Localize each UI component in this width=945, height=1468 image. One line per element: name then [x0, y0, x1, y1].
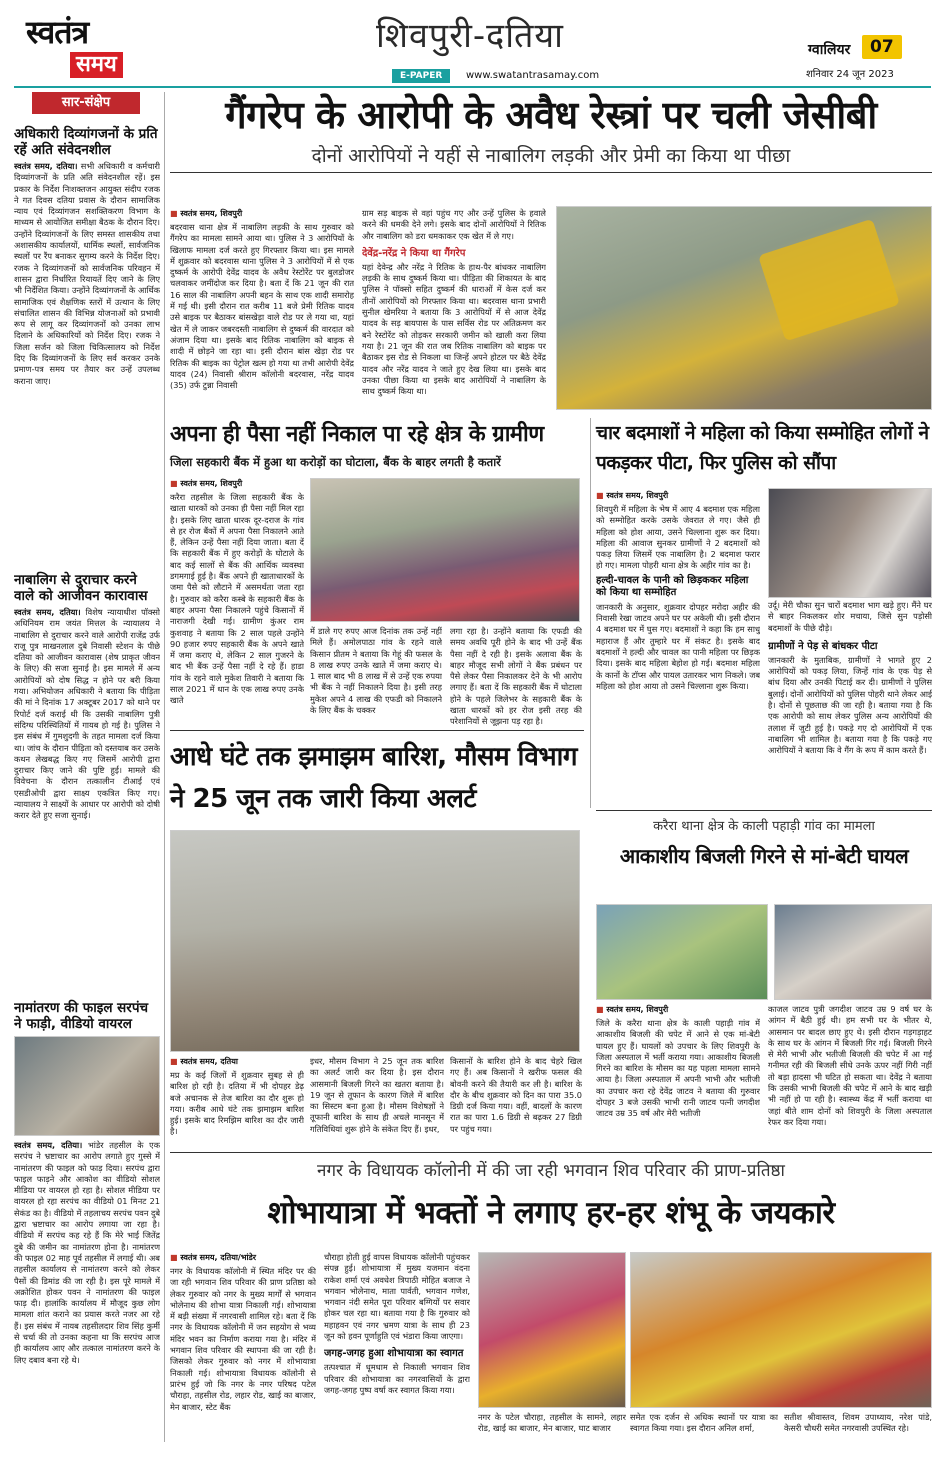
weather-rule: [170, 730, 584, 731]
city-label: ग्वालियर: [808, 42, 851, 58]
lead-col-1: [170, 208, 354, 406]
sidebar-item: [14, 566, 160, 1022]
sidebar: [14, 92, 160, 1442]
lead-rule: [170, 172, 932, 173]
lead-byline: ■ स्वतंत्र समय, शिवपुरी: [170, 208, 354, 219]
sidebar-section-title: सार-संक्षेप: [32, 92, 140, 114]
masthead-rule: [14, 86, 931, 88]
weather-byline: ■ स्वतंत्र समय, दतिया: [170, 1056, 304, 1067]
bank-col-2: [310, 626, 442, 726]
procession-photo-caption-1: नगर के पटेल चौराहा, तहसील के सामने, लहार रोड, खाई का बाजार, मेन बाजार, घाट बाजार: [478, 1412, 626, 1434]
sidebar-divider: [164, 92, 165, 1442]
epaper-label: E-PAPER: [392, 69, 450, 83]
lead-story: [170, 92, 932, 410]
procession-col-2: [324, 1252, 470, 1442]
website-link[interactable]: www.swatantrasamay.com: [466, 70, 600, 81]
procession-rule: [170, 1152, 932, 1153]
lead-subhead: देवेंद्र-नरेंद्र ने किया था गैंगरेप: [362, 247, 466, 259]
procession-story: [170, 1152, 932, 1442]
sidebar-item-byline: स्वतंत्र समय, दतिया।: [14, 161, 78, 171]
bank-divider: [590, 418, 591, 808]
procession-headline: शोभायात्रा में भक्तों ने लगाए हर-हर शंभू के जयकारे: [267, 1195, 835, 1231]
lead-body-2: यहां देवेन्द्र और नरेंद्र ने रितिक के हाथ-पैर बांधकर नाबालिग लड़की के साथ दुष्कर्म किया था। पीड़िता की शिकायत के बाद पुलिस ने पॉक्सो सहित दुष्कर्म की धाराओं में केस दर्ज कर तीनों आरोपियों को गिरफ्तार किया था। बदरवास थाना प्रभारी सुनील खेमरिया ने बताया कि 3 आरोपियों में से आज देवेंद्र यादव के सड़ बायपास के पास सर्विस रोड पर अतिक्रमण कर बने रेस्टोरेंट को तोड़कर सरकारी जमीन को खाली करा लिया गया है। 21 जून की रात जब रितिक नाबालिग को बाइक पर बैठाकर इस रोड से निकला था जिन्हें अपने होटल पर बैठे देवेंद्र यादव और नरेंद्र यादव ने जाते हुए देख लिया था। इसके बाद उनका पीछा किया था इसके बाद आरोपियों ने नाबालिग के साथ दुष्कर्म किया था।: [362, 261, 546, 397]
hypnotize-col-2: [768, 600, 932, 808]
lightning-story: [596, 810, 932, 1150]
hypnotize-body-2: जानकारी के मुताबिक, ग्रामीणों ने भागते हुए 2 आरोपियों को पकड़ लिया, जिन्हें गांव के एक पेड़ से बांध दिया और उनकी पिटाई कर दी। ग्रामीणों ने पुलिस बुलाई। दोनों आरोपियों को पुलिस पोहरी थाने लेकर आई है। दोनों से पूछताछ की जा रही है। बताया गया है कि एक आरोपी को साथ लेकर पुलिस अन्य आरोपियों की तलाश में जुटी हुई है। पकड़े गए दो आरोपियों में एक नाबालिग भी शामिल है। बताया गया है कि पकड़े गए आरोपियों ने बताया कि वे गैंग के रूप में काम करते हैं।: [768, 654, 932, 756]
hypnotize-subhead-2: ग्रामीणों ने पेड़ से बांधकर पीटा: [768, 640, 878, 652]
lead-col-2: [362, 208, 546, 406]
jcb-arm-shape: [758, 219, 900, 342]
lightning-headline: आकाशीय बिजली गिरने से मां-बेटी घायल: [619, 844, 909, 868]
procession-photo-2: [630, 1252, 932, 1408]
weather-story: [170, 730, 584, 1150]
sidebar-item-body: भांडेर तहसील के एक सरपंच ने भ्रष्टाचार का आरोप लगाते हुए गुस्से में नामांतरण की फाइल को फाड़ दिया। सरपंच द्वारा फाइल फाड़ने और आकोश का वीडियो सोशल मीडिया पर वायरल हो रहा है। सोशल मीडिया पर वायरल हो रहा सरपंच का वीडियो 01 मिनट 21 सेकंड का है। वीडियो में तहलाचय सरपंच पवन दुबे द्वारा भ्रष्टाचार का आरोप लगाया जा रहा है। वीडियो में सरपंच कह रहे हैं कि मेरे भाई जितेंद्र दुबे की जमीन का नामांतरण होना है। नामांतरण की फाइल 02 माह पूर्व तहसील में लगाई थी। अब तहसील कार्यालय से नामांतरण करने को लेकर पैसों की डिमांड की जा रही है। इस पूरे मामले में अक्रोशित होकर पवन ने नामांतरण की फाइल फाड़ दी। हालांकि कार्यालय में मौजूद कुछ लोग मामला शांत कराने का प्रयास करते नजर आ रहे हैं। इस संबंध में नायब तहसीलदार शिव सिंह कुर्मी से चर्चा की तो उनका कहना था कि सरपंच आज ही कार्यालय आए और तत्काल नामांतरण करने के लिए दबाव बना रहे थे।: [14, 1140, 160, 1365]
bank-col-3: [450, 626, 582, 726]
procession-photo-caption-3: सतीश श्रीवास्तव, शिवम उपाध्याय, नरेश पांडे, केसरी चौधरी समेत नगरवासी उपस्थित रहे।: [784, 1412, 932, 1434]
procession-photo-1: [478, 1252, 626, 1408]
sidebar-item-byline: स्वतंत्र समय, दतिया।: [14, 607, 81, 617]
issue-date: शनिवार 24 जून 2023: [806, 69, 894, 80]
weather-photo: [170, 830, 580, 1052]
procession-body-1: नगर के विधायक कॉलोनी में स्थित मंदिर पर की जा रही भगवान शिव परिवार की प्राण प्रतिष्ठा को लेकर गुरुवार को नगर के मुख्य मार्गों से भगवान भोलेनाथ की शोभा यात्रा निकाली गई। शोभायात्रा में बड़ी संख्या में नगरवासी शामिल रहे। बता दें कि नगर के विधायक कॉलोनी में जन सहयोग से भव्य मंदिर भवन का निर्माण कराया गया है। मंदिर में भगवान शिव परिवार की स्थापना की जा रही है। जिसको लेकर गुरुवार को नगर में शोभायात्रा निकाली गई। शोभायात्रा विधायक कॉलोनी से प्रारंभ हुई जो कि नगर के नगर परिषद पटेल चौराहा, तहसील रोड, लहार रोड, खाई का बाजार, मेन बाजार, स्टेट बैंक: [170, 1266, 316, 1412]
bank-byline: ■ स्वतंत्र समय, शिवपुरी: [170, 478, 304, 489]
lightning-rule: [596, 810, 932, 811]
procession-byline: ■ स्वतंत्र समय, दतिया/भांडेर: [170, 1252, 316, 1263]
sidebar-item-headline: नामांतरण की फाइल सरपंच ने फाड़ी, वीडियो वायरल: [14, 1000, 149, 1032]
hypnotize-body-1a: शिवपुरी में महिला के भेष में आए 4 बदमाश एक महिला को सम्मोहित करके उसके जेवरात ले गए। जैसे ही महिला को होश आया, उसने चिल्लाना शुरू कर दिया। महिला की आवाज सुनकर ग्रामीणों ने 2 बदमाशों को पकड़ लिया जिसमें एक नाबालिग है। 2 बदमाश फरार हो गए। मामला पोहरी थाना क्षेत्र के अहीर गांव का है।: [596, 504, 760, 571]
sidebar-item: [14, 994, 160, 1442]
bank-body-2: में डाले गए रुपए आज दिनांक तक उन्हें नहीं मिले हैं। अमोलपाठा गांव के रहने वाले किसान प्रीतम ने बताया कि गेहूं की फसल के 8 लाख रुपए उनके खाते में जमा कराए थे। 1 साल बाद भी 8 लाख में से उन्हें एक रुपया भी बैंक ने नहीं निकालने दिया है। इसी तरह मुकेश अपने 4 लाख की एफडी को निकालने के लिए बैंक के चक्कर: [310, 626, 442, 716]
weather-body-1: मप्र के कई जिलों में शुक्रवार सुबह से ही बारिश हो रही है। दतिया में भी दोपहर डेढ़ बजे अचानक से तेज बारिश का दौर शुरू हो गया। करीब आधे घंटे तक झमाझम बारिश हुई। इसके बाद रिमझिम बारिश का दौर जारी है।: [170, 1070, 304, 1137]
weather-body-3: किसानों के बारिश होने के बाद चेहरे खिल गए हैं। अब किसानों ने खरीफ फसल की बोवनी करने की तैयारी कर ली है। बारिश के दौर के बीच शुक्रवार को दिन का पारा 35.0 डिग्री दर्ज किया गया। वहीं, बादलों के कारण रात का पारा 1.6 डिग्री से बढ़कर 27 डिग्री पर पहुंच गया।: [450, 1056, 582, 1134]
lead-subheadline: दोनों आरोपियों ने यहीं से नाबालिग लड़की और प्रेमी का किया था पीछा: [311, 145, 791, 167]
edition-title: शिवपुरी-दतिया: [376, 16, 564, 56]
logo: [26, 14, 152, 84]
procession-body-2b: तत्पश्चात में धूमधाम से निकाली भगवान शिव परिवार की शोभायात्रा का नगरवासियों के द्वारा जगह-जगह पुष्प वर्षा कर स्वागत किया गया।: [324, 1362, 470, 1395]
lightning-photo-2: [774, 904, 932, 1000]
bank-col-1: [170, 478, 304, 726]
bank-photo-queue: [310, 478, 580, 622]
lead-body-2-intro: ग्राम सड़ बाइक से वहां पहुंच गए और उन्हें पुलिस के हवाले करने की धमकी देने लगे। इसके बाद दोनों आरोपियों ने रितिक और नाबालिग को डरा धमकाकर एक खेत में ले गए।: [362, 208, 546, 241]
bank-story: [170, 418, 584, 726]
hypnotize-photo: [768, 488, 932, 598]
hypnotize-body-1b: जानकारी के अनुसार, शुक्रवार दोपहर मरोदा अहीर की निवासी रेखा जाटव अपने घर पर अकेली थी। इसी दौरान 4 बदमाश घर में घुस गए। बदमाशों ने कहा कि हम साधु महाराज हैं और तुम्हारे घर में संकट है। इसके बाद बदमाशों ने हल्दी और चावल का पानी महिला पर छिड़क दिया। इसके बाद महिला बेहोश हो गई। बदमाश महिला के कानों के टॉप्स और पायल उतारकर भाग निकले। जब महिला को होश आया तो उसने चिल्लाना शुरू किया।: [596, 601, 760, 691]
hypnotize-story: [596, 418, 932, 808]
bank-body-3: लगा रहा है। उन्होंने बताया कि एफडी की समय अवधि पूरी होने के बाद भी उन्हें बैंक पैसा नहीं दे रही है। इसके अलावा बैंक के बाहर मौजूद सभी लोगों ने बैंक प्रबंधन पर पैसे लेकर पैसा निकालकर देने के भी आरोप लगाए हैं। बता दें कि सहकारी बैंक में घोटाला होने के पहले जिलेभर के सहकारी बैंक के खाता धारकों को हर रोज इसी तरह की परेशानियों से जूझना पड़ रहा है।: [450, 626, 582, 726]
hypnotize-photo-caption: उर्दू। मेरी चौका सुन चारों बदमाश भाग खड़े हुए। मैंने घर से बाहर निकलकर शोर मचाया, जिसे सुन पड़ोसी बदमाशों के पीछे दौड़े।: [768, 600, 932, 633]
hypnotize-col-1: [596, 490, 760, 808]
sidebar-item: [14, 126, 160, 387]
lightning-kicker: करैरा थाना क्षेत्र के काली पहाड़ी गांव का मामला: [653, 819, 875, 834]
bottom-color-bar: [14, 1452, 931, 1458]
logo-bottom: समय: [70, 52, 123, 78]
sidebar-item-headline: नाबालिग से दुराचार करने वाले को आजीवन कारावास: [14, 572, 148, 604]
lead-body-1: बदरवास थाना क्षेत्र में नाबालिग लड़की के साथ गुरुवार को गैंगरेप का मामला सामने आया था। पुलिस ने 3 आरोपियों के खिलाफ मामला दर्ज करते हुए गिरफ्तार किया था। इस मामले में शुक्रवार को बदरवास थाना पुलिस ने 3 आरोपियों में से एक दुष्कर्म के आरोपी देवेंद्र यादव के अवैध रेस्टोरेंट पर बुलडोजर चलवाकर जमींदोज कर दिया है। बता दें कि 21 जून की रात 16 साल की नाबालिग अपनी बहन के साथ एक शादी समारोह में गई थी। इसी दौरान रात करीब 11 बजे प्रेमी रितिक यादव उसे बाइक पर बैठाकर बांसखेड़ा वाले रोड पर ले गया था, यहां खेत में ले जाकर जबरदस्ती नाबालिग से दुष्कर्म की वारदात को अंजाम दिया था। इसके बाद रितिक नाबालिग को बाइक से शादी में छोड़ने जा रहा था। इसी दौरान बांस खेड़ा रोड पर रितिक की बाइक का पेट्रोल खत्म हो गया था तभी आरोपी देवेंद्र यादव (24) निवासी श्रीराम कॉलोनी बदरवास, नरेंद्र यादव (35) उर्फ टुन्ना निवासी: [170, 222, 354, 391]
sidebar-item-body-wrap: [14, 161, 160, 387]
lightning-body-1: जिले के करैरा थाना क्षेत्र के काली पहाड़ी गांव में आकाशीय बिजली की चपेट में आने से एक मां-बेटी घायल हुए हैं। घायलों को उपचार के लिए शिवपुरी के जिला अस्पताल में भर्ती कराया गया। आकाशीय बिजली गिरने का बारिश के मौसम का यह पहला मामला सामने आया है। जिला अस्पताल में अपनी भाभी और भतीजी का उपचार करा रहे देवेंद्र जाटव ने बताया की गुरुवार दोपहर 3 बजे उसकी भाभी रानी जाटव पत्नी जगदीश जाटव उम्र 35 वर्ष और मेरी भतीजी: [596, 1018, 760, 1119]
lightning-body-2: काजल जाटव पुत्री जगदीश जाटव उम्र 9 वर्ष घर के आंगन में बैठी हुई थी। हम सभी घर के भीतर थे, आसमान पर बादल छाए हुए थे। इसी दौरान गड़गड़ाहट के साथ घर के आंगन में बिजली गिर गई। बिजली गिरने से मेरी भाभी और भतीजी बिजली की चपेट में आ गई गनीमत रही की बिजली सीधे उनके ऊपर नहीं गिरी नहीं तो बड़ा हादसा भी घटित हो सकता था। देवेंद्र ने बताया कि उसकी भाभी बिजली की चपेट में आने के बाद खड़ी भी नहीं हो पा रही है। स्वास्थ्य केंद्र में भर्ती कराया था जहां बीते शाम दोनों को शिवपुरी के जिला अस्पताल रेफर कर दिया गया।: [768, 1004, 932, 1127]
sidebar-item-headline: अधिकारी दिव्यांगजनों के प्रति रहें अति संवेदनशील: [14, 126, 158, 158]
lead-photo-jcb: [556, 206, 932, 410]
bank-body-1: करैरा तहसील के जिला सहकारी बैंक के खाता धारकों को उनका ही पैसा नहीं मिल रहा है। इसके लिए खाता धारक दूर-दराज के गांव से हर रोज बैंकों में अपना पैसा निकालने आते हैं, लेकिन उन्हें पैसा नहीं दिया जाता। बता दें कि सहकारी बैंक में हुए करोड़ों के घोटाले के बाद कई सालों से बैंक की आर्थिक व्यवस्था डगमगाई हुई है। बैंक अपने ही खाताधारकों के जमा पैसे को लौटाने में असमर्थता जता रहा है। गुरुवार को करैरा कस्बे के सहकारी बैंक के बाहर अपना पैसा निकालने पहुंचे किसानों में नाराजगी देखी गई। ग्रामीण कुंअर राम कुशवाह ने बताया कि 2 साल पहले उन्होंने 90 हजार रुपए सहकारी बैंक के अपने खाते में जमा कराए थे, लेकिन 2 साल गुजरने के बाद भी बैंक उन्हें पैसा नहीं दे रहे हैं। हाडा गांव के रहने वाले मुकेश तिवारी ने बताया कि साल 2021 में धान के एक लाख रुपए उनके खाते: [170, 492, 304, 706]
lightning-photo-1: [596, 904, 768, 1000]
lightning-col-2: [768, 1004, 932, 1150]
procession-subhead: जगह-जगह हुआ शोभायात्रा का स्वागत: [324, 1348, 464, 1360]
page-number: 07: [862, 35, 902, 59]
masthead: [0, 0, 945, 86]
procession-col-1: [170, 1252, 316, 1442]
sidebar-item-body: विशेष न्यायाधीश पॉक्सो अधिनियम राम जयंत मित्तल के न्यायालय ने नाबालिग से दुराचार करने वाले आरोपी राजेंद्र उर्फ राजू पुत्र माखनलाल दुबे निवासी स्टेशन के पीछे दतिया को आजीवन कारावास (शेष प्राकृत जीवन के लिए) की सजा सुनाई है। इस मामले में अन्य आरोपियों को दोष सिद्ध न होने पर बरी किया गया। अभियोजन अधिकारी ने बताया कि पीड़िता की मां ने दिनांक 17 अक्टूबर 2017 को थाने पर रिपोर्ट दर्ज कराई थी कि उसकी नाबालिग पुत्री संदिग्ध परिस्थितियों में गायब हो गई है। पुलिस ने इस संबंध में गुमशुदगी के तहत मामला दर्ज किया था। जांच के दौरान पीड़िता को दस्तयाब कर उसके कथन लेखबद्ध किए गए जिसमें आरोपी द्वारा दुराचार किए जाने की पुष्टि हुई। मामले की विवेचना के दौरान तत्कालीन टीआई एवं एसडीओपी द्वारा साक्ष्य एकत्रित किए गए। न्यायालय ने साक्ष्यों के आधार पर आरोपी को दोषी करार देते हुए सजा सुनाई।: [14, 607, 160, 821]
procession-body-2: चौराहा होती हुई वापस विधायक कॉलोनी पहुंचकर संपन्न हुई। शोभायात्रा में मुख्य यजमान वंदना राकेश शर्मा एवं अवधेश त्रिपाठी मोहित बजाज ने भगवान भोलेनाथ, माता पार्वती, भगवान गणेश, भगवान नंदी समेत पूरा परिवार बग्गियों पर सवार होकर चल रहा था। बताया गया है कि गुरुवार को महाहवन एवं नगर भ्रमण यात्रा के साथ ही 23 जून को हवन पूर्णाहुति एवं भंडारा किया जाएगा।: [324, 1252, 470, 1342]
bank-headline: अपना ही पैसा नहीं निकाल पा रहे क्षेत्र के ग्रामीण: [170, 422, 544, 447]
weather-body-2: इधर, मौसम विभाग ने 25 जून तक बारिश का अलर्ट जारी कर दिया है। इस दौरान आसमानी बिजली गिरने का खतरा बताया है। 19 जून से तूफान के कारण जिले में बारिश का सिस्टम बना हुआ है। मौसम विशेषज्ञों ने तूफानी बारिश के साथ ही अचले मानसून में गतिविधियां शुरू होने के संकेत दिए हैं। इधर,: [310, 1056, 444, 1134]
bank-subheadline: जिला सहकारी बैंक में हुआ था करोड़ों का घोटाला, बैंक के बाहर लगती है कतारें: [170, 455, 501, 469]
lightning-col-1: [596, 1004, 760, 1150]
weather-col-3: [450, 1056, 582, 1152]
hypnotize-byline: ■ स्वतंत्र समय, शिवपुरी: [596, 490, 760, 501]
weather-headline: आधे घंटे तक झमाझम बारिश, मौसम विभाग ने 25 जून तक जारी किया अलर्ट: [170, 742, 578, 814]
weather-col-2: [310, 1056, 444, 1152]
procession-kicker: नगर के विधायक कॉलोनी में की जा रही भगवान शिव परिवार की प्राण-प्रतिष्ठा: [317, 1161, 785, 1181]
sidebar-item-body-wrap: [14, 1140, 160, 1442]
logo-top: स्वतंत्र: [26, 13, 89, 51]
lightning-byline: ■ स्वतंत्र समय, शिवपुरी: [596, 1004, 760, 1015]
sidebar-item-body-wrap: [14, 607, 160, 1022]
procession-photo-caption-2: समेत एक दर्जन से अधिक स्थानों पर यात्रा का स्वागत किया गया। इस दौरान अनिल शर्मा,: [630, 1412, 778, 1434]
hypnotize-headline: चार बदमाशों ने महिला को किया सम्मोहित लोगों ने पकड़कर पीटा, फिर पुलिस को सौंपा: [596, 422, 929, 474]
lead-headline: गैंगरेप के आरोपी के अवैध रेस्त्रां पर चली जेसीबी: [225, 93, 877, 137]
sidebar-item-byline: स्वतंत्र समय, दतिया।: [14, 1140, 83, 1150]
hypnotize-subhead-1: हल्दी-चावल के पानी को छिड़ककर महिला को किया था सम्मोहित: [596, 574, 749, 598]
weather-col-1: [170, 1056, 304, 1152]
sidebar-photo: [14, 1036, 160, 1136]
sidebar-item-body: सभी अधिकारी व कर्मचारी दिव्यांगजनों के प्रति अति संवेदनशील रहें। इस प्रकार के निर्देश निःशक्तजन आयुक्त संदीप रजक ने गत दिवस दतिया प्रवास के दौरान सामाजिक न्याय एवं दिव्यांगजन सशक्तिकरण विभाग के माध्यम से आयोजित समीक्षा बैठक के दौरान दिए। उन्होंने दिव्यांगजनों के लिए समस्त शासकीय तथा अशासकीय कार्यालयों, धार्मिक स्थलों, सार्वजनिक स्थलों पर रैंप बनाकर सुगम्य करने के निर्देश दिए। रजक ने दिव्यांगजनों को सार्वजनिक परिवहन में शासन द्वारा निर्धारित रियायतें दिए जाने के लिए भी निर्देशित किया। उन्होंने दिव्यांगजनों के आर्थिक सामाजिक एवं शैक्षणिक स्तरों में उत्थान के लिए संचालित शासन की विभिन्न योजनाओं को प्रभावी रूप से लागू कर दिव्यांगजनों को उनका लाभ दिलाने के अधिकारियों को निर्देश दिए। रजक ने जिला सर्जन को जिला चिकित्सालय को निर्देश दिए कि दिव्यांगजनों के लिए सर्व करकर उनके प्रमाण-पत्र समय पर तैयार कर उन्हें उपलब्ध कराना जाए।: [14, 161, 160, 386]
